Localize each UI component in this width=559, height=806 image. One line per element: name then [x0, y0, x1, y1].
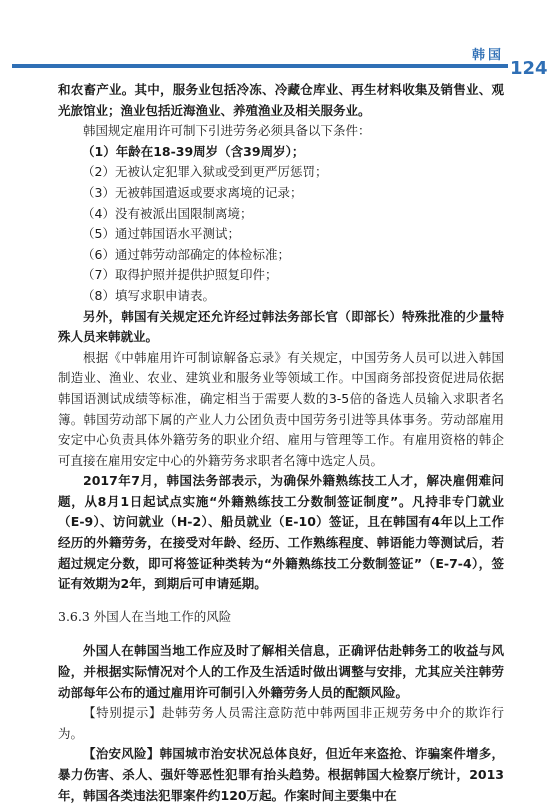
- condition-item-5: （5）通过韩国语水平测试；: [82, 226, 240, 242]
- paragraph-2: 韩国规定雇用许可制下引进劳务必须具备以下条件：: [83, 123, 371, 139]
- condition-item-6: （6）通过韩劳动部确定的体检标准；: [82, 246, 290, 262]
- condition-item-7: （7）取得护照并提供护照复印件；: [82, 267, 278, 283]
- security-risk-paragraph: 【治安风险】韩国城市治安状况总体良好，但近年来盗抢、诈骗案件增多，暴力伤害、杀人、强奸等恶性犯罪有抬头趋势。根据韩国大检察厅统计，2013年，韩国各类违法犯罪案件约120万起。作案时间主要集中在: [58, 746, 504, 803]
- special-notice: 【特别提示】赴韩劳务人员需注意防范中韩两国非正规劳务中介的欺诈行为。: [58, 705, 504, 741]
- condition-item-8: （8）填写求职申请表。: [82, 287, 215, 303]
- condition-item-3: （3）无被韩国遣返或要求离境的记录；: [82, 184, 303, 200]
- paragraph-4: 根据《中韩雇用许可制谅解备忘录》有关规定，中国劳务人员可以进入韩国制造业、渔业、农业、建筑业和服务业等领域工作。中国商务部投资促进局依据韩国语测试成绩等标准，确定相当于需要人数的3-5倍的备选人员输入求职者名簿。韩国劳动部下属的产业人力公团负责中国劳务引进等具体事务。劳动部雇用安定中心负责具体外籍劳务的职业介绍、雇用与管理等工作。有雇用资格的韩企可直接在雇用安定中心的外籍劳务求职者名簿中选定人员。: [58, 349, 504, 468]
- condition-item-4: （4）没有被派出国限制离境；: [82, 205, 253, 221]
- page-body: [58, 80, 504, 806]
- running-header-country: 韩国: [471, 48, 504, 63]
- paragraph-3: 另外，韩国有关规定还允许经过韩法务部长官（即部长）特殊批准的少量特殊人员来韩就业。: [58, 308, 504, 345]
- header-rule: [12, 64, 508, 68]
- condition-item-1: （1）年龄在18-39周岁（含39周岁）；: [82, 143, 305, 159]
- condition-item-2: （2）无被认定犯罪入狱或受到更严厉惩罚；: [82, 164, 328, 180]
- paragraph-5: 2017年7月，韩国法务部表示，为确保外籍熟练技工人才，解决雇佣难问题，从8月1日起试点实施“外籍熟练技工分数制签证制度”。凡持非专门就业（E-9）、访问就业（H-2）、船员就业（E-10）签证，且在韩国有4年以上工作经历的外籍劳务，在接受对年龄、经历、工作熟练程度、韩语能力等测试后，若超过规定分数，即可将签证种类转为“外籍熟练技工分数制签证”（E-7-4），签证有效期为2年，到期后可申请延期。: [58, 473, 504, 592]
- page-number: 124: [510, 58, 548, 79]
- paragraph-6: 外国人在韩国当地工作应及时了解相关信息，正确评估赴韩务工的收益与风险，并根据实际情况对个人的工作及生活适时做出调整与安排，尤其应关注韩劳动部每年公布的通过雇用许可制引入外籍劳务人员的配额风险。: [58, 643, 504, 700]
- paragraph-1: 和农畜产业。其中，服务业包括冷冻、冷藏仓库业、再生材料收集及销售业、观光旅馆业；渔业包括近海渔业、养殖渔业及相关服务业。: [58, 82, 504, 118]
- section-heading: 3.6.3 外国人在当地工作的风险: [58, 608, 232, 624]
